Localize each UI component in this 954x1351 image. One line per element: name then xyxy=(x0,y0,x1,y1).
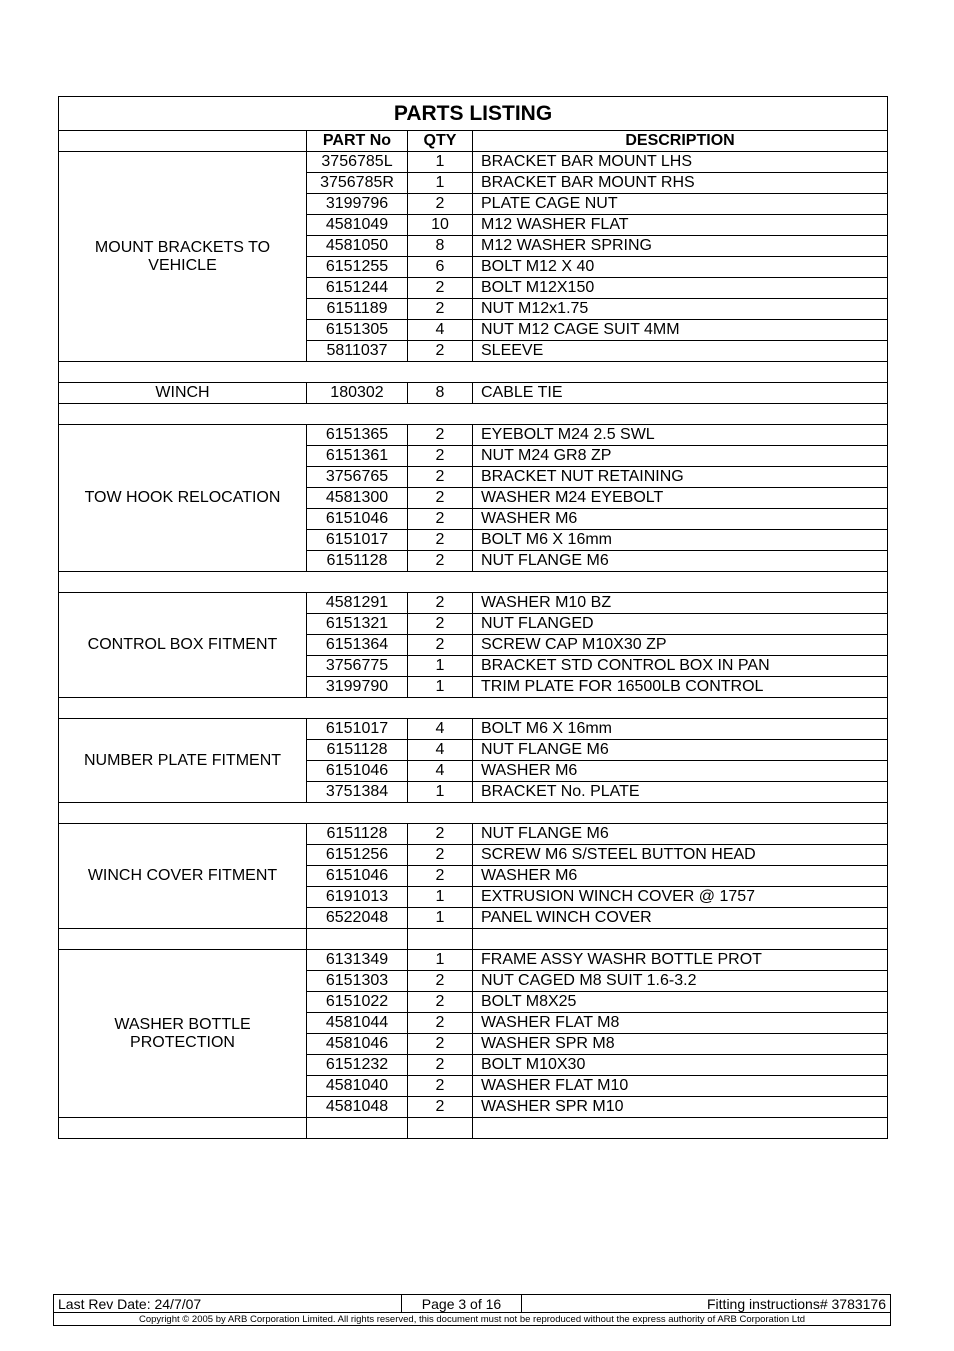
table-row xyxy=(59,824,888,845)
part-number-cell: 4581040 xyxy=(307,1076,408,1097)
table-title: PARTS LISTING xyxy=(59,97,888,131)
description-cell: WASHER FLAT M8 xyxy=(473,1013,888,1034)
spacer-row xyxy=(59,1118,888,1139)
spacer-cell xyxy=(59,803,888,824)
table-title-row xyxy=(59,97,888,131)
quantity-cell: 2 xyxy=(408,467,473,488)
quantity-cell: 2 xyxy=(408,341,473,362)
part-number-cell: 4581046 xyxy=(307,1034,408,1055)
quantity-cell: 2 xyxy=(408,593,473,614)
quantity-cell: 2 xyxy=(408,971,473,992)
spacer-cell xyxy=(59,362,888,383)
quantity-cell: 1 xyxy=(408,152,473,173)
quantity-cell: 8 xyxy=(408,236,473,257)
part-number-cell: 6151017 xyxy=(307,530,408,551)
description-cell: WASHER SPR M8 xyxy=(473,1034,888,1055)
quantity-cell: 1 xyxy=(408,887,473,908)
table-row xyxy=(59,383,888,404)
group-name xyxy=(59,719,307,803)
description-cell: PANEL WINCH COVER xyxy=(473,908,888,929)
quantity-cell: 2 xyxy=(408,1034,473,1055)
group-name xyxy=(59,425,307,572)
quantity-cell: 2 xyxy=(408,530,473,551)
description-cell: NUT FLANGE M6 xyxy=(473,740,888,761)
part-number-cell: 6151128 xyxy=(307,551,408,572)
spacer-row xyxy=(59,803,888,824)
part-number-cell: 4581050 xyxy=(307,236,408,257)
parts-listing-table xyxy=(58,96,888,1139)
part-number-cell: 6522048 xyxy=(307,908,408,929)
group-name-label: WASHER BOTTLE PROTECTION xyxy=(114,1015,251,1051)
spacer-row xyxy=(59,404,888,425)
quantity-cell: 2 xyxy=(408,866,473,887)
description-cell: WASHER M24 EYEBOLT xyxy=(473,488,888,509)
part-number-cell: 5811037 xyxy=(307,341,408,362)
part-number-cell: 6151189 xyxy=(307,299,408,320)
part-number-cell: 6151128 xyxy=(307,740,408,761)
part-number-cell: 3756775 xyxy=(307,656,408,677)
description-cell: WASHER SPR M10 xyxy=(473,1097,888,1118)
table-row xyxy=(59,950,888,971)
spacer-cell xyxy=(59,404,888,425)
spacer-cell xyxy=(59,929,307,950)
quantity-cell: 2 xyxy=(408,992,473,1013)
description-cell: WASHER M6 xyxy=(473,509,888,530)
group-name-label: TOW HOOK RELOCATION xyxy=(84,489,281,506)
part-number-cell: 6191013 xyxy=(307,887,408,908)
group-name-label: MOUNT BRACKETS TO VEHICLE xyxy=(94,238,271,274)
spacer-cell xyxy=(408,1118,473,1139)
quantity-cell: 2 xyxy=(408,194,473,215)
quantity-cell: 1 xyxy=(408,908,473,929)
part-number-cell: 6151128 xyxy=(307,824,408,845)
part-number-cell: 180302 xyxy=(307,383,408,404)
quantity-cell: 1 xyxy=(408,677,473,698)
quantity-cell: 2 xyxy=(408,1076,473,1097)
description-cell: FRAME ASSY WASHR BOTTLE PROT xyxy=(473,950,888,971)
part-number-cell: 6151046 xyxy=(307,866,408,887)
description-cell: PLATE CAGE NUT xyxy=(473,194,888,215)
quantity-cell: 1 xyxy=(408,656,473,677)
footer-copyright: Copyright © 2005 by ARB Corporation Limited. All rights reserved, this document must not be reproduced without the express authority of ARB Corporation Ltd xyxy=(54,1313,891,1326)
part-number-cell: 3199796 xyxy=(307,194,408,215)
description-cell: BRACKET No. PLATE xyxy=(473,782,888,803)
part-number-cell: 6151361 xyxy=(307,446,408,467)
quantity-cell: 2 xyxy=(408,446,473,467)
footer-row xyxy=(54,1295,891,1313)
part-number-cell: 6151017 xyxy=(307,719,408,740)
spacer-cell xyxy=(473,1118,888,1139)
group-name-label: WINCH COVER FITMENT xyxy=(87,867,278,884)
description-cell: SLEEVE xyxy=(473,341,888,362)
group-name-label: NUMBER PLATE FITMENT xyxy=(83,751,282,769)
part-number-cell: 3756785L xyxy=(307,152,408,173)
quantity-cell: 4 xyxy=(408,320,473,341)
part-number-cell: 6151303 xyxy=(307,971,408,992)
description-cell: EXTRUSION WINCH COVER @ 1757 xyxy=(473,887,888,908)
description-cell: BOLT M12 X 40 xyxy=(473,257,888,278)
quantity-cell: 2 xyxy=(408,551,473,572)
spacer-cell xyxy=(59,572,888,593)
description-cell: BRACKET NUT RETAINING xyxy=(473,467,888,488)
part-number-cell: 6151244 xyxy=(307,278,408,299)
description-cell: NUT M12 CAGE SUIT 4MM xyxy=(473,320,888,341)
description-cell: WASHER M6 xyxy=(473,761,888,782)
table-row xyxy=(59,152,888,173)
part-number-cell: 6151305 xyxy=(307,320,408,341)
part-number-cell: 3199790 xyxy=(307,677,408,698)
part-number-cell: 4581049 xyxy=(307,215,408,236)
table-row xyxy=(59,593,888,614)
group-name xyxy=(59,950,307,1118)
description-cell: BRACKET BAR MOUNT LHS xyxy=(473,152,888,173)
part-number-cell: 6151046 xyxy=(307,509,408,530)
description-cell: WASHER M6 xyxy=(473,866,888,887)
footer-copyright-row xyxy=(54,1313,891,1326)
part-number-cell: 6151022 xyxy=(307,992,408,1013)
page-footer xyxy=(53,1294,891,1326)
description-cell: NUT M12x1.75 xyxy=(473,299,888,320)
description-cell: EYEBOLT M24 2.5 SWL xyxy=(473,425,888,446)
description-cell: SCREW CAP M10X30 ZP xyxy=(473,635,888,656)
part-number-cell: 3756765 xyxy=(307,467,408,488)
quantity-cell: 1 xyxy=(408,782,473,803)
spacer-row xyxy=(59,698,888,719)
part-number-cell: 6151256 xyxy=(307,845,408,866)
header-description: DESCRIPTION xyxy=(473,131,888,152)
part-number-cell: 6151046 xyxy=(307,761,408,782)
spacer-row xyxy=(59,362,888,383)
quantity-cell: 2 xyxy=(408,824,473,845)
group-name-label: WINCH xyxy=(155,384,210,401)
part-number-cell: 6151364 xyxy=(307,635,408,656)
part-number-cell: 6151232 xyxy=(307,1055,408,1076)
header-group-empty xyxy=(59,131,307,152)
quantity-cell: 2 xyxy=(408,278,473,299)
spacer-row xyxy=(59,572,888,593)
part-number-cell: 6151321 xyxy=(307,614,408,635)
group-name xyxy=(59,152,307,362)
quantity-cell: 10 xyxy=(408,215,473,236)
quantity-cell: 8 xyxy=(408,383,473,404)
table-row xyxy=(59,425,888,446)
part-number-cell: 3751384 xyxy=(307,782,408,803)
description-cell: NUT FLANGE M6 xyxy=(473,824,888,845)
description-cell: BOLT M10X30 xyxy=(473,1055,888,1076)
quantity-cell: 2 xyxy=(408,509,473,530)
table-row xyxy=(59,719,888,740)
group-name xyxy=(59,383,307,404)
group-name xyxy=(59,593,307,698)
description-cell: BOLT M12X150 xyxy=(473,278,888,299)
part-number-cell: 6131349 xyxy=(307,950,408,971)
quantity-cell: 2 xyxy=(408,488,473,509)
quantity-cell: 2 xyxy=(408,614,473,635)
part-number-cell: 4581044 xyxy=(307,1013,408,1034)
quantity-cell: 2 xyxy=(408,1055,473,1076)
description-cell: BOLT M6 X 16mm xyxy=(473,719,888,740)
description-cell: BRACKET STD CONTROL BOX IN PAN xyxy=(473,656,888,677)
part-number-cell: 3756785R xyxy=(307,173,408,194)
quantity-cell: 4 xyxy=(408,719,473,740)
quantity-cell: 1 xyxy=(408,950,473,971)
quantity-cell: 2 xyxy=(408,635,473,656)
footer-instructions-number: Fitting instructions# 3783176 xyxy=(522,1295,891,1313)
spacer-cell xyxy=(59,1118,307,1139)
quantity-cell: 2 xyxy=(408,425,473,446)
group-name xyxy=(59,824,307,929)
footer-page-number: Page 3 of 16 xyxy=(402,1295,522,1313)
quantity-cell: 6 xyxy=(408,257,473,278)
description-cell: BOLT M8X25 xyxy=(473,992,888,1013)
group-name-label: CONTROL BOX FITMENT xyxy=(87,636,278,653)
description-cell: SCREW M6 S/STEEL BUTTON HEAD xyxy=(473,845,888,866)
spacer-cell xyxy=(408,929,473,950)
spacer-cell xyxy=(307,929,408,950)
part-number-cell: 4581300 xyxy=(307,488,408,509)
description-cell: CABLE TIE xyxy=(473,383,888,404)
description-cell: WASHER M10 BZ xyxy=(473,593,888,614)
quantity-cell: 1 xyxy=(408,173,473,194)
quantity-cell: 4 xyxy=(408,740,473,761)
description-cell: M12 WASHER FLAT xyxy=(473,215,888,236)
header-qty: QTY xyxy=(408,131,473,152)
description-cell: NUT FLANGE M6 xyxy=(473,551,888,572)
description-cell: M12 WASHER SPRING xyxy=(473,236,888,257)
table-header-row xyxy=(59,131,888,152)
description-cell: NUT M24 GR8 ZP xyxy=(473,446,888,467)
description-cell: NUT FLANGED xyxy=(473,614,888,635)
description-cell: BOLT M6 X 16mm xyxy=(473,530,888,551)
spacer-row xyxy=(59,929,888,950)
spacer-cell xyxy=(59,698,888,719)
part-number-cell: 6151255 xyxy=(307,257,408,278)
quantity-cell: 2 xyxy=(408,1013,473,1034)
header-part-no: PART No xyxy=(307,131,408,152)
spacer-cell xyxy=(473,929,888,950)
description-cell: TRIM PLATE FOR 16500LB CONTROL xyxy=(473,677,888,698)
quantity-cell: 2 xyxy=(408,845,473,866)
description-cell: BRACKET BAR MOUNT RHS xyxy=(473,173,888,194)
quantity-cell: 2 xyxy=(408,1097,473,1118)
spacer-cell xyxy=(307,1118,408,1139)
part-number-cell: 4581291 xyxy=(307,593,408,614)
quantity-cell: 2 xyxy=(408,299,473,320)
description-cell: WASHER FLAT M10 xyxy=(473,1076,888,1097)
description-cell: NUT CAGED M8 SUIT 1.6-3.2 xyxy=(473,971,888,992)
quantity-cell: 4 xyxy=(408,761,473,782)
footer-rev-date: Last Rev Date: 24/7/07 xyxy=(54,1295,402,1313)
part-number-cell: 4581048 xyxy=(307,1097,408,1118)
part-number-cell: 6151365 xyxy=(307,425,408,446)
